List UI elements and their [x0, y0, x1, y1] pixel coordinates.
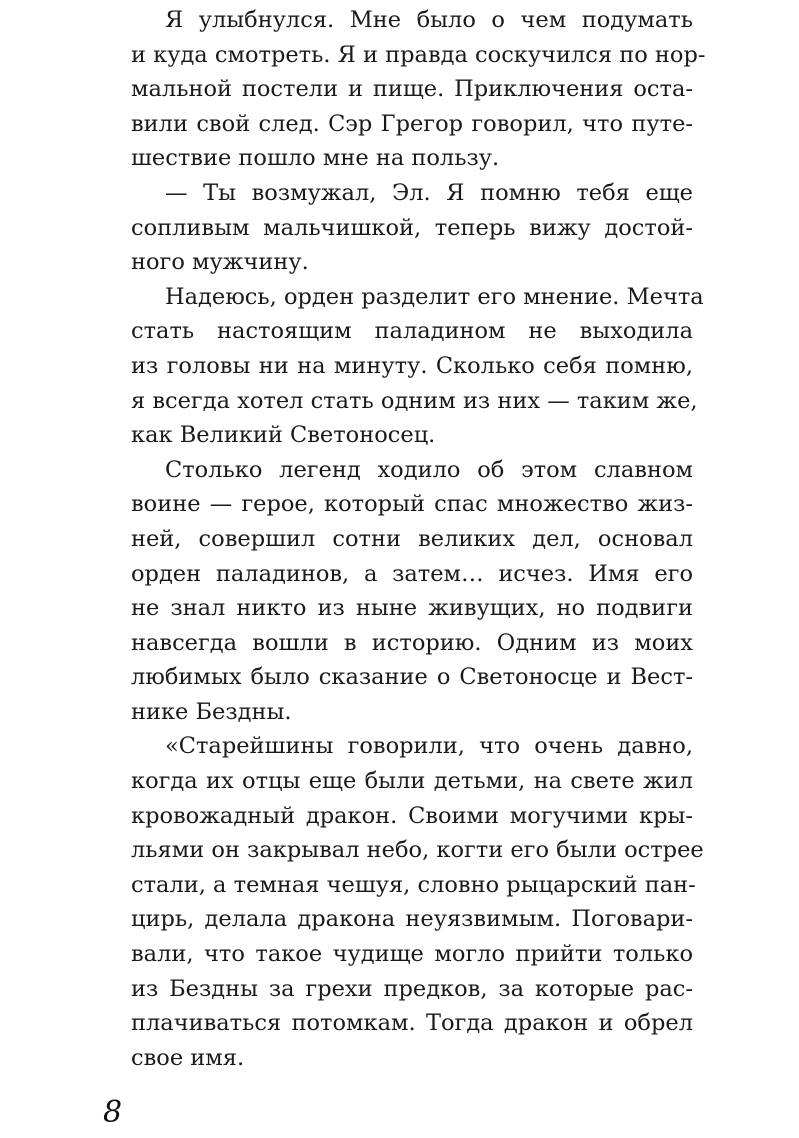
paragraph-3 — [131, 280, 704, 453]
text-line: свое имя. — [131, 1044, 245, 1071]
paragraph-1 — [131, 3, 706, 176]
text-line: навсегда вошли в историю. Одним из моих — [131, 629, 693, 656]
text-line: Столько легенд ходило об этом славном — [165, 456, 693, 483]
text-line: мальной постели и пище. Приключения оста- — [131, 76, 693, 103]
text-line: ного мужчину. — [131, 249, 309, 276]
text-line: льями он закрывал небо, когти его были острее — [131, 837, 704, 864]
text-line: ней, совершил сотни великих дел, основал — [131, 525, 693, 552]
text-line: из Бездны за грехи предков, за которые рас- — [131, 975, 693, 1002]
text-line: воине — герое, который спас множество жиз- — [131, 491, 693, 518]
text-line: «Старейшины говорили, что очень давно, — [165, 733, 693, 760]
text-line: стать настоящим паладином не выходила — [131, 318, 693, 345]
text-line: кровожадный дракон. Своими могучими кры- — [131, 802, 693, 829]
body-text — [131, 3, 706, 1075]
text-line: Я улыбнулся. Мне было о чем подумать — [165, 7, 693, 33]
text-line: вили свой след. Сэр Грегор говорил, что путе- — [131, 110, 693, 137]
text-line: любимых было сказание о Светоносце и Вест- — [131, 664, 693, 691]
paragraph-2 — [131, 176, 693, 280]
text-line: вали, что такое чудище могло прийти только — [131, 941, 693, 968]
text-line: как Великий Светоносец. — [131, 422, 436, 449]
text-line: орден паладинов, а затем… исчез. Имя его — [131, 560, 693, 587]
book-page — [131, 0, 706, 1138]
text-line: — Ты возмужал, Эл. Я помню тебя еще — [165, 179, 693, 206]
text-line: не знал никто из ныне живущих, но подвиги — [131, 595, 693, 622]
text-line: Надеюсь, орден разделит его мнение. Мечта — [165, 283, 704, 310]
paragraph-5 — [131, 729, 704, 1075]
text-line: плачиваться потомкам. Тогда дракон и обрел — [131, 1010, 693, 1037]
text-line: шествие пошло мне на пользу. — [131, 145, 500, 172]
text-line: сопливым мальчишкой, теперь вижу достой- — [131, 214, 693, 241]
text-line: из головы ни на минуту. Сколько себя помню, — [131, 352, 693, 379]
text-line: и куда смотреть. Я и правда соскучился по нор- — [131, 41, 706, 68]
text-line: нике Бездны. — [131, 698, 292, 725]
paragraph-4 — [131, 453, 693, 730]
text-line: стали, а темная чешуя, словно рыцарский пан- — [131, 871, 696, 898]
text-line: я всегда хотел стать одним из них — таким же, — [131, 387, 698, 414]
page-number: 8 — [103, 1095, 123, 1130]
text-line: цирь, делала дракона неуязвимым. Поговари- — [131, 906, 693, 933]
text-line: когда их отцы еще были детьми, на свете жил — [131, 768, 693, 795]
